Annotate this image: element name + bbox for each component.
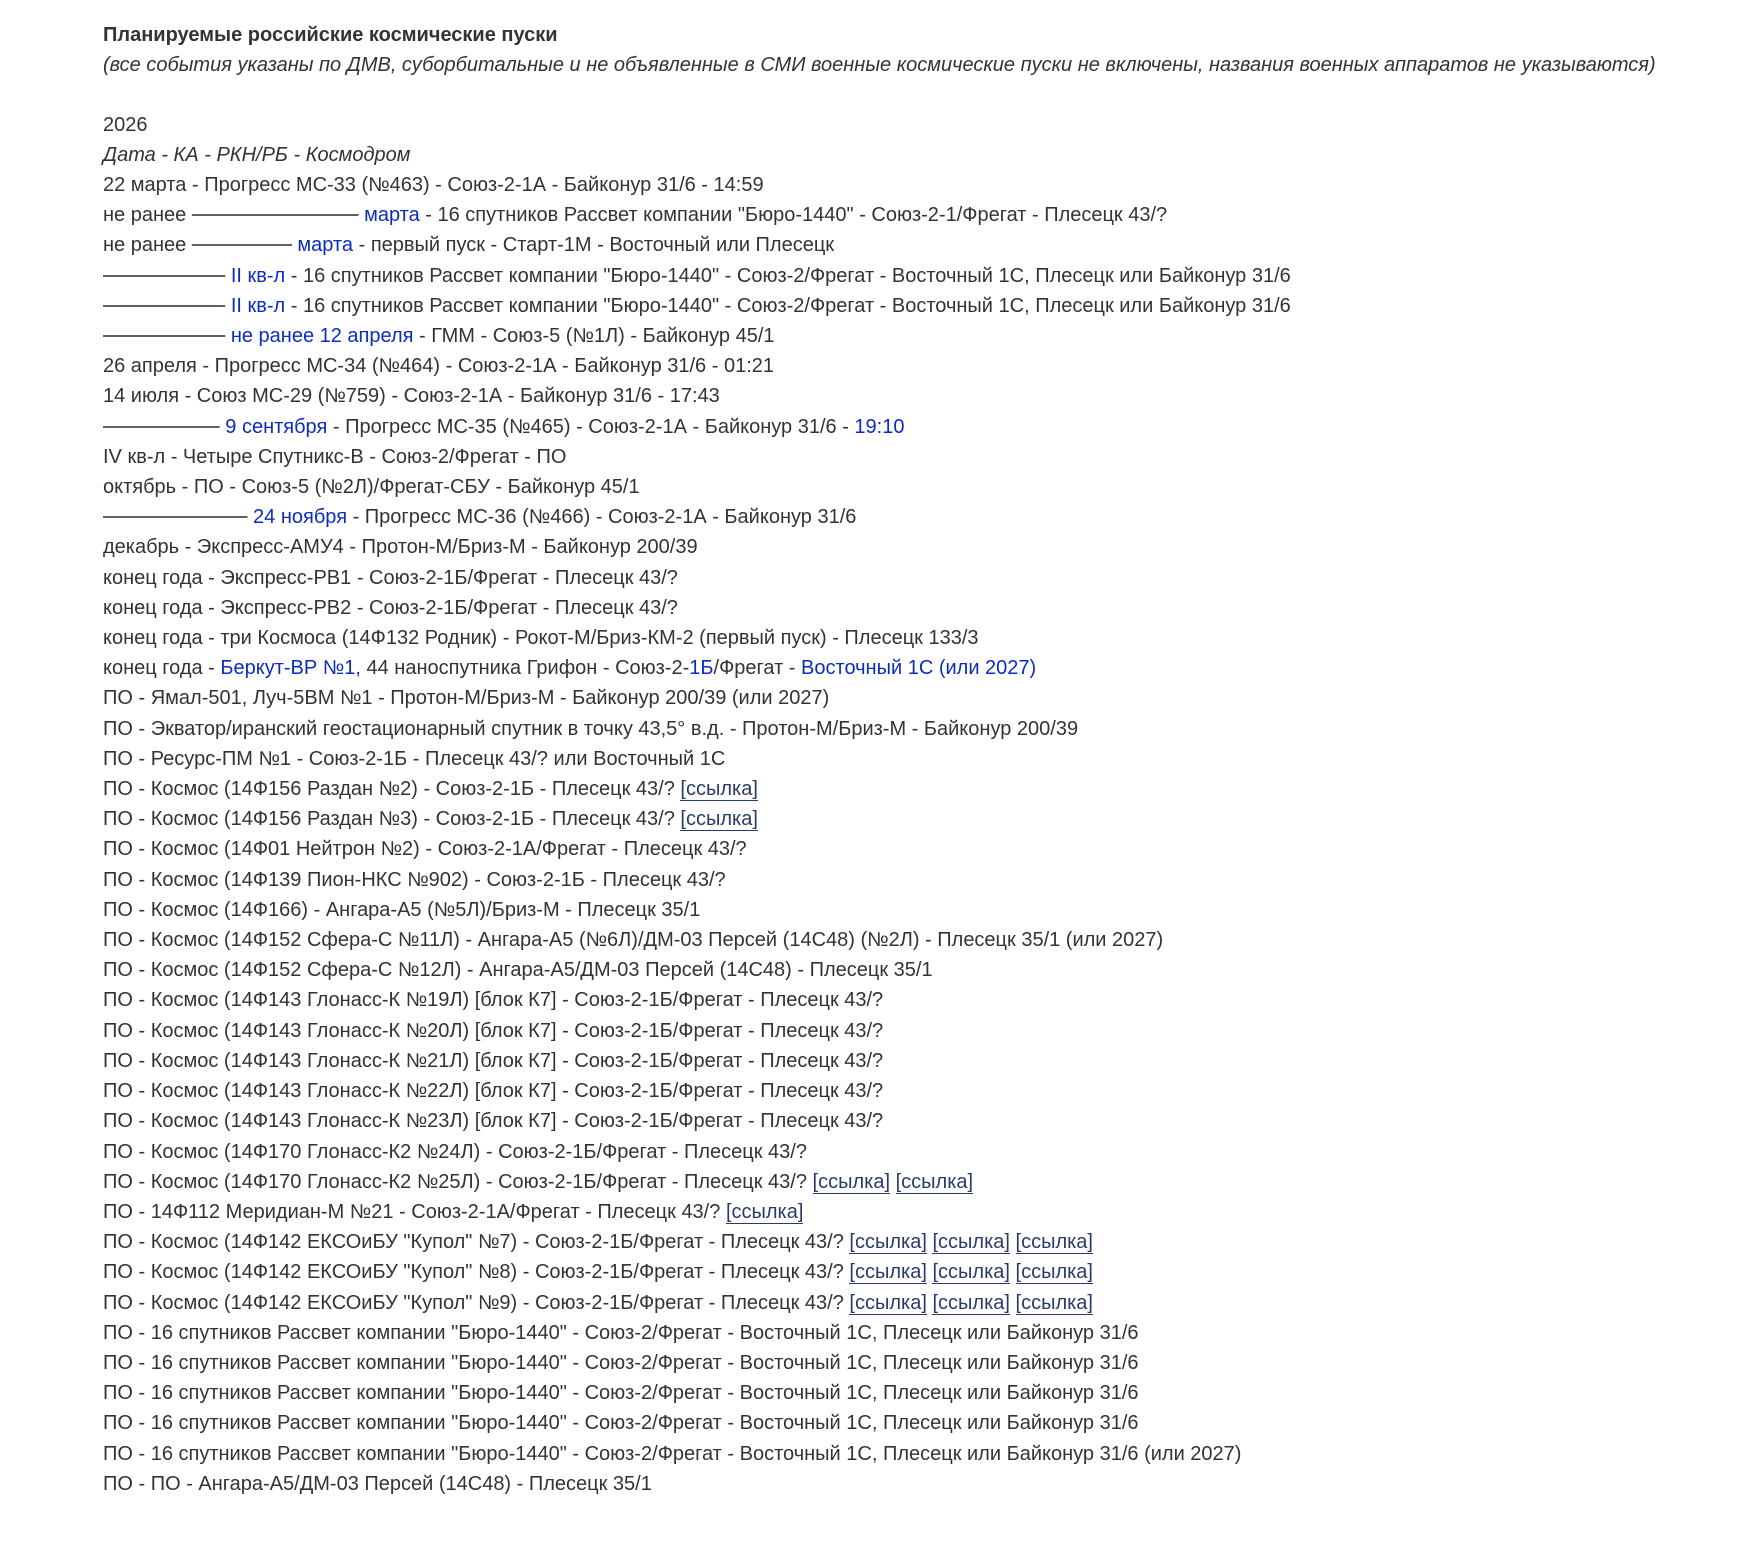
list-item xyxy=(103,895,1743,925)
list-item xyxy=(103,804,1743,834)
list-item xyxy=(103,351,1743,381)
row-text: ПО - Экватор/иранский геостационарный спутник в точку 43,5° в.д. - Протон-М/Бриз-М - Байконур 200/39 xyxy=(103,717,1079,740)
row-text: ПО - Ямал-501, Луч-5ВМ №1 - Протон-М/Бриз-М - Байконур 200/39 (или 2027) xyxy=(103,687,830,710)
list-item xyxy=(103,1288,1743,1318)
updated-date: марта xyxy=(364,204,420,227)
row-text: ПО - Космос (14Ф170 Глонасс-К2 №24Л) - Союз-2-1Б/Фрегат - Плесецк 43/? xyxy=(103,1140,807,1163)
list-item xyxy=(103,623,1743,653)
list-item xyxy=(103,683,1743,713)
reference-link[interactable]: [ссылка] xyxy=(849,1291,927,1314)
row-text: ПО - Космос (14Ф143 Глонасс-К №19Л) [блок К7] - Союз-2-1Б/Фрегат - Плесецк 43/? xyxy=(103,989,884,1012)
row-text: /Фрегат - xyxy=(713,657,796,680)
list-item xyxy=(103,925,1743,955)
year-heading: 2026 xyxy=(103,114,148,136)
row-text: ПО - Космос (14Ф170 Глонасс-К2 №25Л) - Союз-2-1Б/Фрегат - Плесецк 43/? xyxy=(103,1170,807,1193)
updated-rocket: 1Б xyxy=(689,657,714,680)
row-text: конец года - xyxy=(103,657,215,680)
launch-schedule xyxy=(103,20,1743,1499)
launch-list xyxy=(103,170,1743,1499)
row-text: ПО - Космос (14Ф01 Нейтрон №2) - Союз-2-1А/Фрегат - Плесецк 43/? xyxy=(103,838,747,861)
row-text: 14 июля - Союз МС-29 (№759) - Союз-2-1А - Байконур 31/6 - 17:43 xyxy=(103,385,720,408)
row-text: ПО - 16 спутников Рассвет компании "Бюро-1440" - Союз-2/Фрегат - Восточный 1С, Плесецк или Байконур 31/6 xyxy=(103,1321,1139,1344)
list-item xyxy=(103,865,1743,895)
row-text: ПО - Космос (14Ф143 Глонасс-К №23Л) [блок К7] - Союз-2-1Б/Фрегат - Плесецк 43/? xyxy=(103,1110,884,1133)
list-item xyxy=(103,200,1743,230)
row-text: 26 апреля - Прогресс МС-34 (№464) - Союз-2-1А - Байконур 31/6 - 01:21 xyxy=(103,355,774,378)
updated-date: 9 сентября xyxy=(225,415,328,438)
list-item xyxy=(103,1106,1743,1136)
reference-link[interactable]: [ссылка] xyxy=(680,778,758,801)
row-text: 22 марта - Прогресс МС-33 (№463) - Союз-2-1А - Байконур 31/6 - 14:59 xyxy=(103,174,764,196)
row-text: конец года - Экспресс-РВ2 - Союз-2-1Б/Фрегат - Плесецк 43/? xyxy=(103,596,678,619)
row-text: - 16 спутников Рассвет компании "Бюро-1440" - Союз-2/Фрегат - Восточный 1С, Плесецк или Байконур 31/6 xyxy=(290,294,1291,317)
struck-date xyxy=(192,234,292,256)
updated-date: 24 ноября xyxy=(253,506,348,529)
list-item xyxy=(103,563,1743,593)
struck-date xyxy=(103,325,225,347)
row-text: конец года - Экспресс-РВ1 - Союз-2-1Б/Фрегат - Плесецк 43/? xyxy=(103,566,678,589)
updated-date: II кв-л xyxy=(230,264,286,287)
list-item xyxy=(103,412,1743,442)
list-item xyxy=(103,1137,1743,1167)
list-item xyxy=(103,261,1743,291)
updated-time: 19:10 xyxy=(854,415,905,438)
row-text: - Прогресс МС-36 (№466) - Союз-2-1А - Байконур 31/6 xyxy=(352,506,857,529)
row-text: - ГММ - Союз-5 (№1Л) - Байконур 45/1 xyxy=(419,325,775,348)
list-item xyxy=(103,774,1743,804)
row-text: ПО - Космос (14Ф139 Пион-НКС №902) - Союз-2-1Б - Плесецк 43/? xyxy=(103,868,726,891)
row-text: конец года - три Космоса (14Ф132 Родник) - Рокот-М/Бриз-КМ-2 (первый пуск) - Плесецк 133/3 xyxy=(103,627,979,650)
row-text: IV кв-л - Четыре Спутникс-В - Союз-2/Фрегат - ПО xyxy=(103,445,567,468)
reference-link[interactable]: [ссылка] xyxy=(849,1261,927,1284)
reference-link[interactable]: [ссылка] xyxy=(1015,1261,1093,1284)
list-item xyxy=(103,714,1743,744)
list-item xyxy=(103,1469,1743,1499)
row-text: ПО - Ресурс-ПМ №1 - Союз-2-1Б - Плесецк 43/? или Восточный 1С xyxy=(103,747,726,770)
reference-link[interactable]: [ссылка] xyxy=(932,1231,1010,1254)
row-text: ПО - 14Ф112 Меридиан-М №21 - Союз-2-1А/Фрегат - Плесецк 43/? xyxy=(103,1200,721,1223)
row-text: ПО - Космос (14Ф166) - Ангара-А5 (№5Л)/Бриз-М - Плесецк 35/1 xyxy=(103,898,701,921)
list-item xyxy=(103,1227,1743,1257)
list-item xyxy=(103,381,1743,411)
updated-site: Восточный 1С (или 2027) xyxy=(801,657,1037,680)
list-item xyxy=(103,1408,1743,1438)
row-text: ПО - 16 спутников Рассвет компании "Бюро-1440" - Союз-2/Фрегат - Восточный 1С, Плесецк или Байконур 31/6 xyxy=(103,1412,1139,1435)
row-text: ПО - Космос (14Ф143 Глонасс-К №22Л) [блок К7] - Союз-2-1Б/Фрегат - Плесецк 43/? xyxy=(103,1080,884,1103)
list-item xyxy=(103,1167,1743,1197)
reference-link[interactable]: [ссылка] xyxy=(932,1261,1010,1284)
row-text: ПО - 16 спутников Рассвет компании "Бюро-1440" - Союз-2/Фрегат - Восточный 1С, Плесецк или Байконур 31/6 xyxy=(103,1382,1139,1405)
row-text: ПО - Космос (14Ф156 Раздан №2) - Союз-2-1Б - Плесецк 43/? xyxy=(103,778,675,801)
row-text: 44 наноспутника Грифон - Союз-2- xyxy=(366,657,690,680)
struck-date xyxy=(103,416,220,438)
row-text: ПО - Космос (14Ф152 Сфера-С №12Л) - Ангара-А5/ДМ-03 Персей (14С48) - Плесецк 35/1 xyxy=(103,959,933,982)
row-text: ПО - Космос (14Ф156 Раздан №3) - Союз-2-1Б - Плесецк 43/? xyxy=(103,808,681,831)
list-item xyxy=(103,1348,1743,1378)
row-text: ПО - Космос (14Ф143 Глонасс-К №20Л) [блок К7] - Союз-2-1Б/Фрегат - Плесецк 43/? xyxy=(103,1019,884,1042)
list-item xyxy=(103,532,1743,562)
list-item xyxy=(103,502,1743,532)
list-item xyxy=(103,230,1743,260)
row-text: ПО - Космос (14Ф142 ЕКСОиБУ "Купол" №8) - Союз-2-1Б/Фрегат - Плесецк 43/? xyxy=(103,1261,844,1284)
column-legend: Дата - КА - РКН/РБ - Космодром xyxy=(103,144,411,166)
row-text: ПО - ПО - Ангара-А5/ДМ-03 Персей (14С48) - Плесецк 35/1 xyxy=(103,1472,652,1495)
row-text: ПО - Космос (14Ф152 Сфера-С №11Л) - Ангара-А5 (№6Л)/ДМ-03 Персей (14С48) (№2Л) - Плесецк 35/1 (или 2027) xyxy=(103,929,1164,952)
list-item xyxy=(103,1046,1743,1076)
row-text: декабрь - Экспресс-АМУ4 - Протон-М/Бриз-М - Байконур 200/39 xyxy=(103,536,698,559)
struck-date xyxy=(103,506,247,528)
row-text: ПО - Космос (14Ф142 ЕКСОиБУ "Купол" №7) - Союз-2-1Б/Фрегат - Плесецк 43/? xyxy=(103,1231,844,1254)
list-item xyxy=(103,1439,1743,1469)
updated-date: марта xyxy=(297,234,354,257)
reference-link[interactable]: [ссылка] xyxy=(895,1170,974,1193)
list-item xyxy=(103,985,1743,1015)
list-item xyxy=(103,170,1743,200)
row-text: - Прогресс МС-35 (№465) - Союз-2-1А - Байконур 31/6 - xyxy=(332,415,849,438)
page-title: Планируемые российские космические пуски xyxy=(103,24,558,46)
row-text: ПО - Космос (14Ф143 Глонасс-К №21Л) [блок К7] - Союз-2-1Б/Фрегат - Плесецк 43/? xyxy=(103,1049,884,1072)
list-item xyxy=(103,442,1743,472)
list-item xyxy=(103,1076,1743,1106)
updated-date: не ранее 12 апреля xyxy=(230,325,414,348)
updated-date: II кв-л xyxy=(230,294,286,317)
row-text: ПО - Космос (14Ф142 ЕКСОиБУ "Купол" №9) - Союз-2-1Б/Фрегат - Плесецк 43/? xyxy=(103,1291,844,1314)
struck-date xyxy=(103,295,225,317)
list-item xyxy=(103,321,1743,351)
list-item xyxy=(103,1257,1743,1287)
list-item xyxy=(103,955,1743,985)
row-text: - 16 спутников Рассвет компании "Бюро-1440" - Союз-2-1/Фрегат - Плесецк 43/? xyxy=(425,204,1168,227)
list-item xyxy=(103,593,1743,623)
reference-link[interactable]: [ссылка] xyxy=(1015,1231,1093,1254)
list-item xyxy=(103,1197,1743,1227)
reference-link[interactable]: [ссылка] xyxy=(932,1291,1010,1314)
list-item xyxy=(103,1318,1743,1348)
list-item xyxy=(103,744,1743,774)
list-item xyxy=(103,472,1743,502)
struck-date xyxy=(103,265,225,287)
updated-payload: Беркут-ВР №1, xyxy=(220,657,361,680)
row-text: октябрь - ПО - Союз-5 (№2Л)/Фрегат-СБУ - Байконур 45/1 xyxy=(103,476,640,499)
row-text: ПО - 16 спутников Рассвет компании "Бюро-1440" - Союз-2/Фрегат - Восточный 1С, Плесецк или Байконур 31/6 xyxy=(103,1351,1139,1374)
row-text: - 16 спутников Рассвет компании "Бюро-1440" - Союз-2/Фрегат - Восточный 1С, Плесецк или Байконур 31/6 xyxy=(290,264,1291,287)
row-prefix: не ранее xyxy=(103,234,192,257)
reference-link[interactable]: [ссылка] xyxy=(812,1170,891,1193)
list-item xyxy=(103,1378,1743,1408)
row-prefix: не ранее xyxy=(103,204,192,227)
page-note: (все события указаны по ДМВ, суборбитальные и не объявленные в СМИ военные космические пуски не включены, названия военных аппаратов не указываются) xyxy=(103,54,1656,76)
list-item xyxy=(103,1016,1743,1046)
row-text: ПО - 16 спутников Рассвет компании "Бюро-1440" - Союз-2/Фрегат - Восточный 1С, Плесецк или Байконур 31/6 (или 2027) xyxy=(103,1442,1242,1465)
list-item xyxy=(103,653,1743,683)
struck-date xyxy=(192,204,359,226)
reference-link[interactable]: [ссылка] xyxy=(1015,1291,1093,1314)
reference-link[interactable]: [ссылка] xyxy=(849,1231,927,1254)
row-text: - первый пуск - Старт-1М - Восточный или Плесецк xyxy=(358,234,835,257)
list-item xyxy=(103,834,1743,864)
reference-link[interactable]: [ссылка] xyxy=(680,808,758,831)
list-item xyxy=(103,291,1743,321)
reference-link[interactable]: [ссылка] xyxy=(725,1200,804,1223)
